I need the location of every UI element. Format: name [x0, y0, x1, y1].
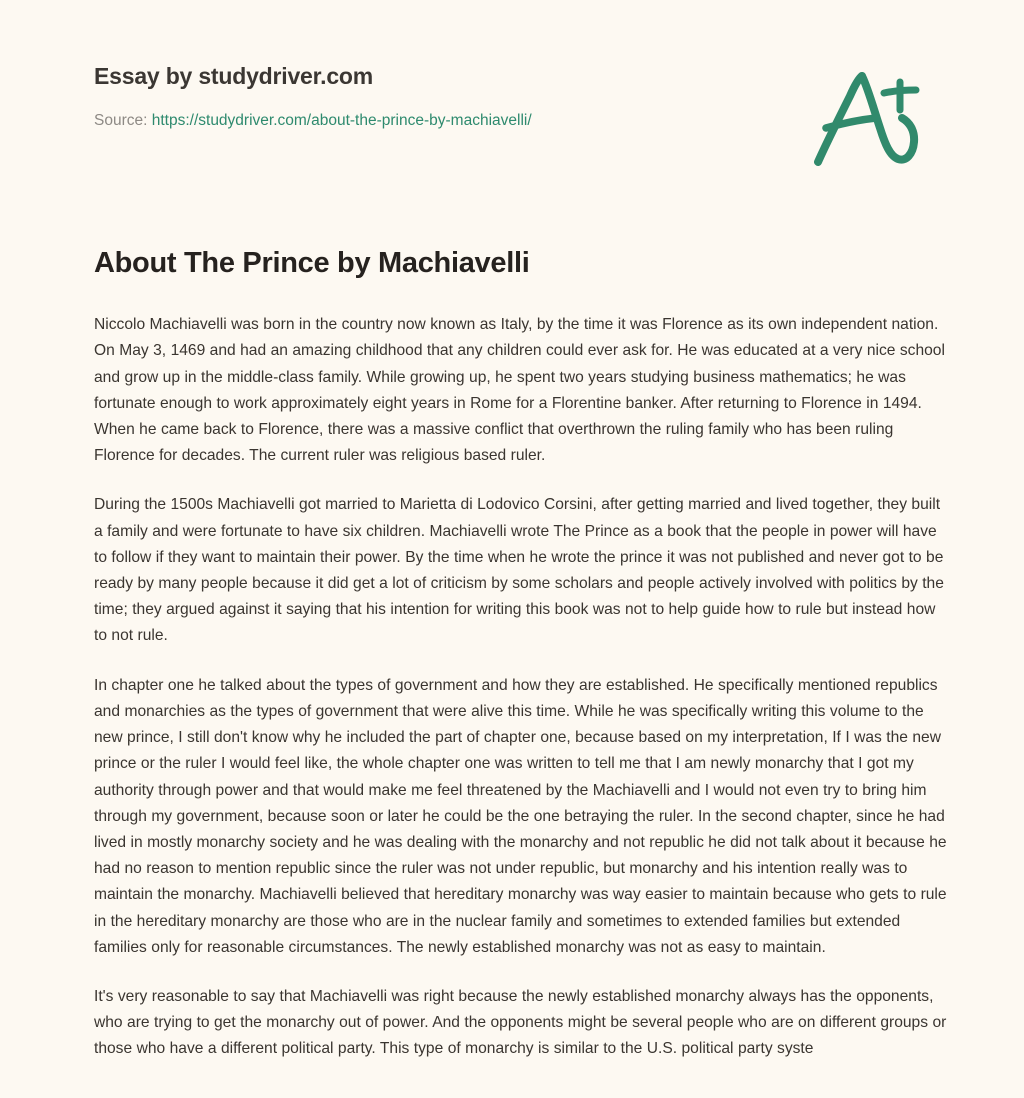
source-label: Source:: [94, 112, 148, 129]
page-header: [0, 0, 1024, 190]
a-plus-logo-icon: [806, 66, 922, 170]
essay-paragraph: Niccolo Machiavelli was born in the country now known as Italy, by the time it was Florence as its own independent nation. On May 3, 1469 and had an amazing childhood that any children could ever ask for. He was educated at a very nice school and grow up in the middle-class family. While growing up, he spent two years studying business mathematics; he was fortunate enough to work approximately eight years in Rome for a Florentine banker. After returning to Florence in 1494. When he came back to Florence, there was a massive conflict that overthrown the ruling family who has been ruling Florence for decades. The current ruler was religious based ruler.: [94, 316, 945, 465]
source-url-link[interactable]: https://studydriver.com/about-the-prince-by-machiavelli/: [151, 112, 532, 129]
essay-paragraph: It's very reasonable to say that Machiavelli was right because the newly established monarchy always has the opponents, who are trying to get the monarchy out of power. And the opponents might be several people who are on different groups or those who have a different political party. This type of monarchy is similar to the U.S. political party syste: [94, 987, 947, 1058]
page-title: About The Prince by Machiavelli: [94, 247, 530, 279]
brand-title: Essay by studydriver.com: [94, 63, 374, 89]
essay-paragraph: During the 1500s Machiavelli got married to Marietta di Lodovico Corsini, after getting married and lived together, they built a family and were fortunate to have six children. Machiavelli wrote The Prince as a book that the people in power will have to follow if they want to maintain their power. By the time when he wrote the prince it was not published and never got to be ready by many people because it did get a lot of criticism by some scholars and people actively involved with politics by the time; they argued against it saying that his intention for writing this book was not to help guide how to rule but instead how to not rule.: [94, 496, 944, 645]
source-line: [94, 112, 532, 130]
essay-paragraph: In chapter one he talked about the types of government and how they are established. He specifically mentioned republics and monarchies as the types of government that were alive this time. While he was specifically writing this volume to the new prince, I still don't know why he included the part of chapter one, because based on my interpretation, If I was the new prince or the ruler I would feel like, the whole chapter one was written to tell me that I am newly monarchy that I got my authority through power and that would make me feel threatened by the Machiavelli and I would not even try to bring him through my government, because soon or later he could be the one betraying the ruler. In the second chapter, since he had lived in mostly monarchy society and he was dealing with the monarchy and not republic he did not talk about it because he had no reason to mention republic since the ruler was not under republic, but monarchy and his intention really was to maintain the monarchy. Machiavelli believed that hereditary monarchy was way easier to maintain because who gets to rule in the hereditary monarchy are those who are in the nuclear family and sometimes to extended families but extended families only for reasonable circumstances. The newly established monarchy was not as easy to maintain.: [94, 676, 947, 956]
article-body: [94, 245, 950, 1063]
essay-paragraphs: [94, 312, 950, 1062]
